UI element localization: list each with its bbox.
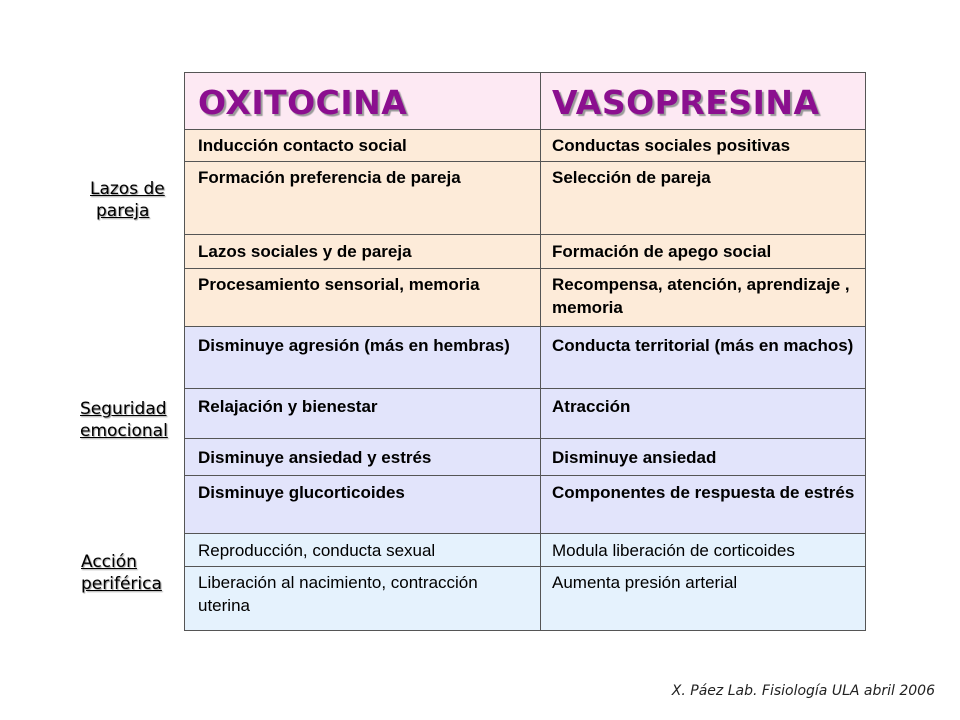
cell-oxitocina: Lazos sociales y de pareja	[185, 235, 541, 269]
header-row	[185, 73, 866, 130]
label-seguridad-line1: Seguridad	[80, 399, 167, 419]
cell-oxitocina: Formación preferencia de pareja	[185, 162, 541, 235]
cell-vasopresina: Componentes de respuesta de estrés	[541, 476, 866, 534]
table-row	[185, 534, 866, 567]
table-row	[185, 439, 866, 476]
label-lazos-line2: pareja	[96, 201, 150, 221]
cell-vasopresina: Disminuye ansiedad	[541, 439, 866, 476]
table-row	[185, 235, 866, 269]
header-oxitocina: OXITOCINA	[185, 73, 541, 130]
cell-oxitocina: Liberación al nacimiento, contracción uterina	[185, 567, 541, 631]
cell-vasopresina: Recompensa, atención, aprendizaje , memoria	[541, 269, 866, 327]
cell-oxitocina: Inducción contacto social	[185, 130, 541, 162]
cell-vasopresina: Conductas sociales positivas	[541, 130, 866, 162]
cell-oxitocina: Disminuye glucorticoides	[185, 476, 541, 534]
comparison-table	[184, 72, 866, 631]
table-row	[185, 327, 866, 389]
cell-oxitocina: Disminuye ansiedad y estrés	[185, 439, 541, 476]
table-row	[185, 567, 866, 631]
label-seguridad-line2: emocional	[80, 421, 168, 441]
table-row	[185, 269, 866, 327]
label-accion-line1: Acción	[81, 552, 137, 572]
label-lazos-de-pareja	[90, 178, 165, 222]
label-lazos-line1: Lazos de	[90, 179, 165, 199]
cell-oxitocina: Relajación y bienestar	[185, 389, 541, 439]
table-row	[185, 130, 866, 162]
cell-oxitocina: Procesamiento sensorial, memoria	[185, 269, 541, 327]
label-accion-line2: periférica	[81, 574, 162, 594]
cell-vasopresina: Modula liberación de corticoides	[541, 534, 866, 567]
cell-vasopresina: Atracción	[541, 389, 866, 439]
cell-oxitocina: Disminuye agresión (más en hembras)	[185, 327, 541, 389]
cell-oxitocina: Reproducción, conducta sexual	[185, 534, 541, 567]
cell-vasopresina: Formación de apego social	[541, 235, 866, 269]
table-row	[185, 476, 866, 534]
table-row	[185, 389, 866, 439]
cell-vasopresina: Aumenta presión arterial	[541, 567, 866, 631]
label-seguridad-emocional	[80, 398, 168, 442]
table-row	[185, 162, 866, 235]
cell-vasopresina: Selección de pareja	[541, 162, 866, 235]
cell-vasopresina: Conducta territorial (más en machos)	[541, 327, 866, 389]
footer-credit: X. Páez Lab. Fisiología ULA abril 2006	[671, 683, 935, 699]
header-vasopresina: VASOPRESINA	[541, 73, 866, 130]
label-accion-periferica	[81, 551, 162, 595]
